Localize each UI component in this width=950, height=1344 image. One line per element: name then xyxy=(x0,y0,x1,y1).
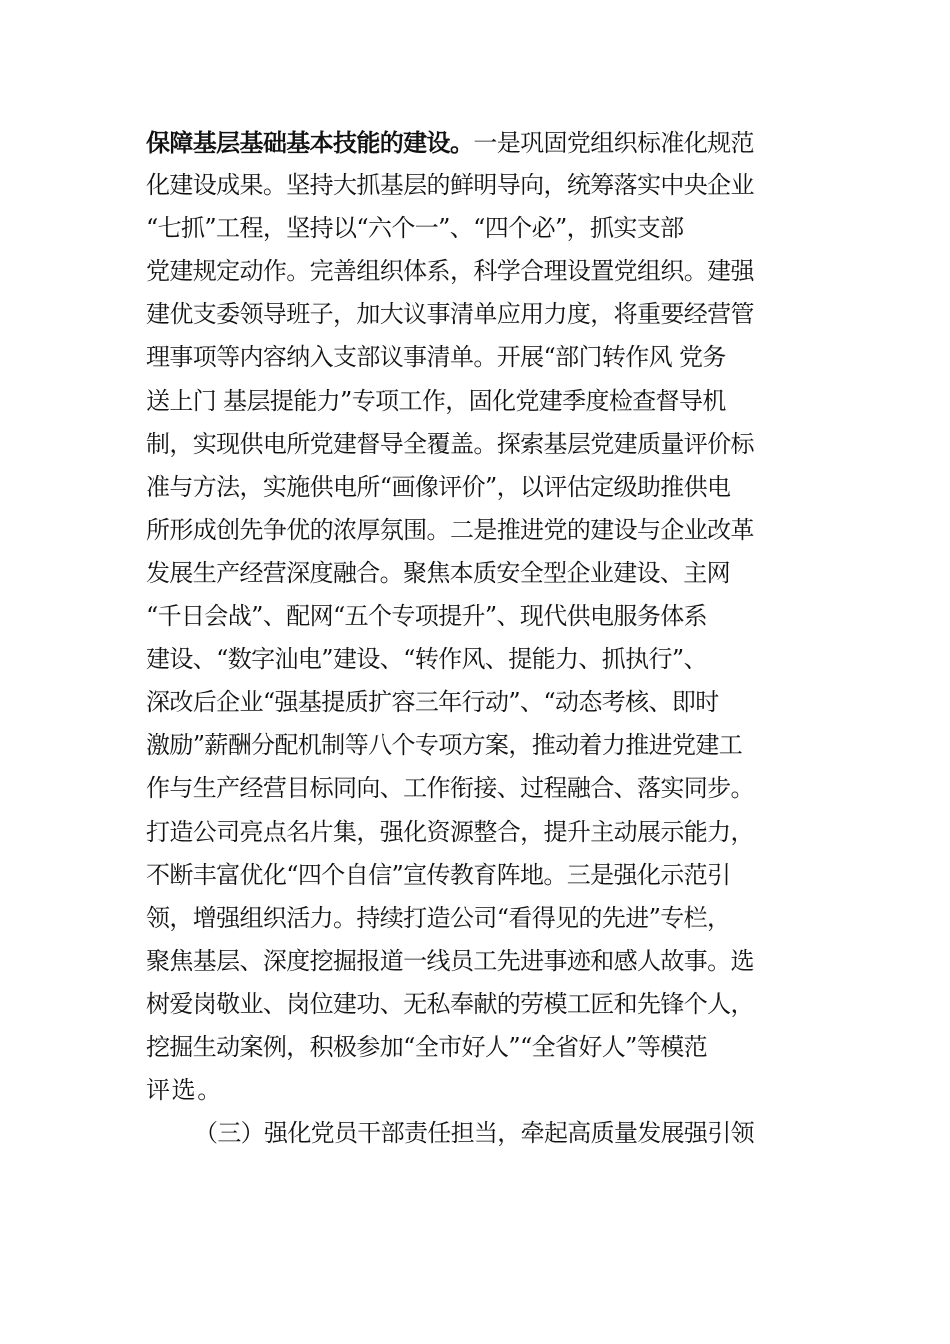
text-line xyxy=(146,121,826,164)
text-line xyxy=(146,595,826,638)
text-line xyxy=(146,854,826,897)
line-text: 激励”薪酬分配机制等八个专项方案，推动着力推进党建工 xyxy=(146,731,743,760)
text-line xyxy=(146,336,826,379)
text-line xyxy=(146,1069,826,1112)
text-line xyxy=(146,940,826,983)
line-text: 评选。 xyxy=(146,1076,223,1105)
text-line xyxy=(146,811,826,854)
text-line xyxy=(146,293,826,336)
line-text: 准与方法，实施供电所“画像评价”，以评估定级助推供电 xyxy=(146,472,731,501)
line-text: 树爱岗敬业、岗位建功、无私奉献的劳模工匠和先锋个人， xyxy=(146,989,754,1018)
body-text xyxy=(146,121,826,1155)
line-text: “七抓”工程，坚持以“六个一”、“四个必”，抓实支部 xyxy=(146,214,684,243)
line-text: 党建规定动作。完善组织体系，科学合理设置党组织。建强 xyxy=(146,257,754,286)
text-line xyxy=(146,767,826,810)
line-text: “千日会战”、配网“五个专项提升”、现代供电服务体系 xyxy=(146,602,707,631)
text-line xyxy=(146,638,826,681)
line-text: 所形成创先争优的浓厚氛围。二是推进党的建设与企业改革 xyxy=(146,515,754,544)
line-text: 领，增强组织活力。持续打造公司“看得见的先进”专栏， xyxy=(146,903,731,932)
text-line xyxy=(146,897,826,940)
line-text: 不断丰富优化“四个自信”宣传教育阵地。三是强化示范引 xyxy=(146,860,731,889)
text-line xyxy=(146,380,826,423)
text-line xyxy=(146,423,826,466)
text-line xyxy=(146,983,826,1026)
text-line xyxy=(146,250,826,293)
line-text: 深改后企业“强基提质扩容三年行动”、“动态考核、即时 xyxy=(146,688,719,717)
text-line xyxy=(146,681,826,724)
line-text: 制，实现供电所党建督导全覆盖。探索基层党建质量评价标 xyxy=(146,429,754,458)
line-text: 一是巩固党组织标准化规范 xyxy=(473,129,754,157)
text-line xyxy=(146,509,826,552)
text-line xyxy=(146,1026,826,1069)
line-text: 理事项等内容纳入支部议事清单。开展“部门转作风 党务 xyxy=(146,343,726,372)
text-line xyxy=(146,207,826,250)
line-text: 作与生产经营目标同向、工作衔接、过程融合、落实同步。 xyxy=(146,774,754,803)
line-text: 聚焦基层、深度挖掘报道一线员工先进事迹和感人故事。选 xyxy=(146,946,754,975)
text-line xyxy=(146,164,826,207)
text-line xyxy=(146,724,826,767)
line-text: 挖掘生动案例，积极参加“全市好人”“全省好人”等模范 xyxy=(146,1032,707,1061)
text-line xyxy=(146,552,826,595)
line-text: 建优支委领导班子，加大议事清单应用力度，将重要经营管 xyxy=(146,300,754,329)
line-text: 送上门 基层提能力”专项工作，固化党建季度检查督导机 xyxy=(146,386,726,415)
line-text: 化建设成果。坚持大抓基层的鲜明导向，统筹落实中央企业 xyxy=(146,171,754,200)
text-line xyxy=(146,466,826,509)
line-text: 发展生产经营深度融合。聚焦本质安全型企业建设、主网 xyxy=(146,558,730,587)
line-text: 建设、“数字汕电”建设、“转作风、提能力、抓执行”、 xyxy=(146,645,707,674)
bold-lead-text: 保障基层基础基本技能的建设。 xyxy=(146,128,474,157)
line-text: 打造公司亮点名片集，强化资源整合，提升主动展示能力， xyxy=(146,817,754,846)
section-heading: （三）强化党员干部责任担当，牵起高质量发展强引领 xyxy=(194,1119,754,1148)
